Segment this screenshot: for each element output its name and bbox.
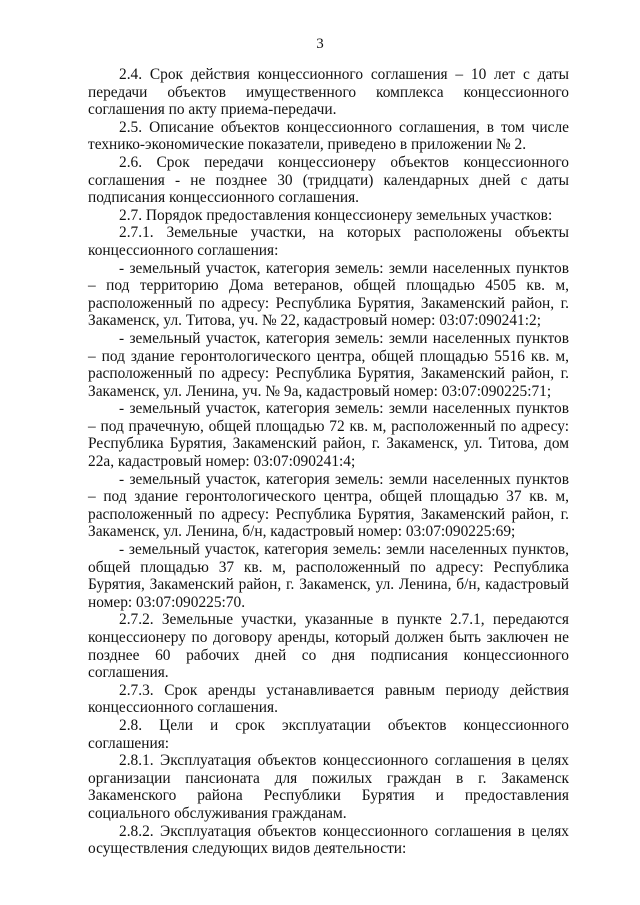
land-plot-item-5: - земельный участок, категория земель: земли населенных пунктов, общей площадью 37 кв. м, расположенный по адресу: Республика Бурятия, Закаменский район, г. Закаменск, ул. Ленина, б/н, кадастровый номер: 03:07:090225:70. <box>88 541 569 611</box>
paragraph-2-6: 2.6. Срок передачи концессионеру объектов концессионного соглашения - не позднее 30 (тридцати) календарных дней с даты подписания концессионного соглашения. <box>88 153 569 207</box>
paragraph-2-8-2: 2.8.2. Эксплуатация объектов концессионного соглашения в целях осуществления следующих видов деятельности: <box>88 822 569 858</box>
paragraph-2-4: 2.4. Срок действия концессионного соглашения – 10 лет с даты передачи объектов имущественного комплекса концессионного соглашения по акту приема-передачи. <box>88 66 569 119</box>
paragraph-2-7: 2.7. Порядок предоставления концессионеру земельных участков: <box>119 206 553 224</box>
paragraph-2-8-1: 2.8.1. Эксплуатация объектов концессионного соглашения в целях организации пансионата для пожилых граждан в г. Закаменск Закаменского района Республики Бурятия и предоставления социального обслуживания гражданам. <box>88 752 569 822</box>
land-plot-item-3: - земельный участок, категория земель: земли населенных пунктов – под прачечную, общей площадью 72 кв. м, расположенный по адресу: Республика Бурятия, Закаменский район, г. Закаменск, ул. Титова, дом 22а, кадастровый номер: 03:07:090241:4; <box>88 400 569 471</box>
land-plot-item-4: - земельный участок, категория земель: земли населенных пунктов – под здание геронтологического центра, общей площадью 37 кв. м, расположенный по адресу: Республика Бурятия, Закаменский район, г. Закаменск, ул. Ленина, б/н, кадастровый номер: 03:07:090225:69; <box>88 470 569 541</box>
document-body <box>88 66 569 858</box>
paragraph-2-7-1: 2.7.1. Земельные участки, на которых расположены объекты концессионного соглашения: <box>88 224 569 259</box>
page-number: 3 <box>316 36 324 52</box>
paragraph-2-8: 2.8. Цели и срок эксплуатации объектов концессионного соглашения: <box>88 716 569 752</box>
paragraph-2-7-2: 2.7.2. Земельные участки, указанные в пункте 2.7.1, передаются концессионеру по договору аренды, который должен быть заключен не позднее 60 рабочих дней со дня подписания концессионного соглашения. <box>88 611 569 682</box>
land-plot-item-1: - земельный участок, категория земель: земли населенных пунктов – под территорию Дома ветеранов, общей площадью 4505 кв. м, расположенный по адресу: Республика Бурятия, Закаменский район, г. Закаменск, ул. Титова, уч. № 22, кадастровый номер: 03:07:090241:2; <box>88 259 569 330</box>
land-plot-item-2: - земельный участок, категория земель: земли населенных пунктов – под здание геронтологического центра, общей площадью 5516 кв. м, расположенный по адресу: Республика Бурятия, Закаменский район, г. Закаменск, ул. Ленина, уч. № 9а, кадастровый номер: 03:07:090225:71; <box>88 329 569 400</box>
paragraph-2-5: 2.5. Описание объектов концессионного соглашения, в том числе технико-экономические показатели, приведено в приложении № 2. <box>88 118 569 154</box>
paragraph-2-7-3: 2.7.3. Срок аренды устанавливается равным периоду действия концессионного соглашения. <box>88 681 569 717</box>
